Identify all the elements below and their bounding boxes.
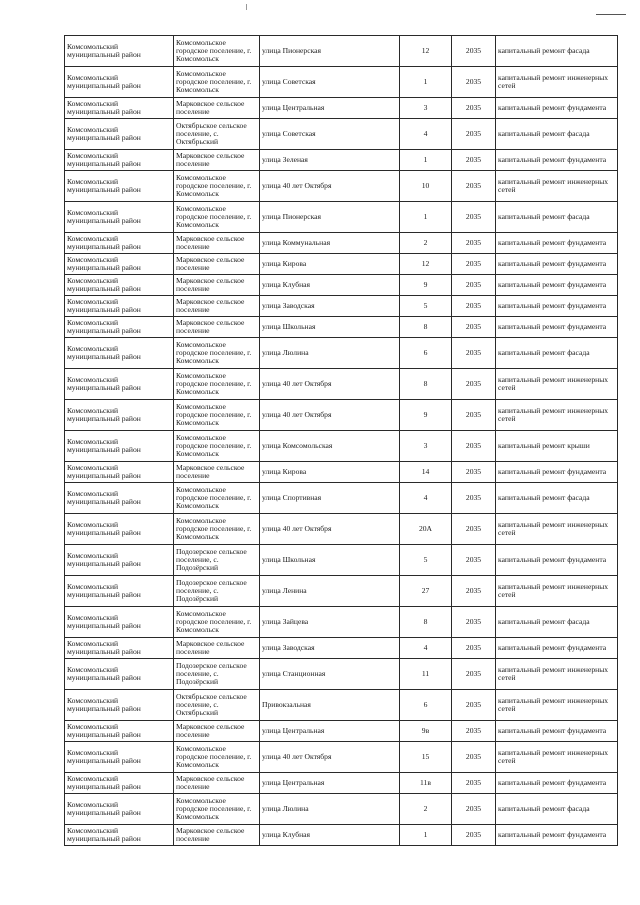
settlement-cell: Октябрьское сельское поселение, с. Октябрьский — [174, 690, 260, 721]
table-row — [65, 431, 618, 462]
work-type-cell: капитальный ремонт фундамента — [496, 233, 618, 254]
house-number-cell: 4 — [400, 638, 452, 659]
house-number-cell: 9 — [400, 275, 452, 296]
work-type-cell: капитальный ремонт фундамента — [496, 825, 618, 846]
table-row — [65, 275, 618, 296]
house-number-cell: 8 — [400, 317, 452, 338]
table-row — [65, 638, 618, 659]
work-type-cell: капитальный ремонт фасада — [496, 794, 618, 825]
street-cell: улица Спортивная — [260, 483, 400, 514]
year-cell: 2035 — [452, 67, 496, 98]
district-cell: Комсомольский муниципальный район — [65, 369, 174, 400]
street-cell: улица Ленина — [260, 576, 400, 607]
district-cell: Комсомольский муниципальный район — [65, 119, 174, 150]
district-cell: Комсомольский муниципальный район — [65, 275, 174, 296]
table-row — [65, 825, 618, 846]
street-cell: улица Заводская — [260, 638, 400, 659]
house-number-cell: 27 — [400, 576, 452, 607]
work-type-cell: капитальный ремонт инженерных сетей — [496, 742, 618, 773]
house-number-cell: 1 — [400, 150, 452, 171]
year-cell: 2035 — [452, 171, 496, 202]
work-type-cell: капитальный ремонт инженерных сетей — [496, 690, 618, 721]
district-cell: Комсомольский муниципальный район — [65, 773, 174, 794]
work-type-cell: капитальный ремонт фундамента — [496, 773, 618, 794]
work-type-cell: капитальный ремонт фундамента — [496, 254, 618, 275]
house-number-cell: 11 — [400, 659, 452, 690]
district-cell: Комсомольский муниципальный район — [65, 483, 174, 514]
house-number-cell: 10 — [400, 171, 452, 202]
street-cell: улица Школьная — [260, 545, 400, 576]
table-row — [65, 721, 618, 742]
settlement-cell: Марковское сельское поселение — [174, 638, 260, 659]
district-cell: Комсомольский муниципальный район — [65, 400, 174, 431]
street-cell: улица Зеленая — [260, 150, 400, 171]
repair-schedule-table — [64, 35, 618, 846]
house-number-cell: 12 — [400, 254, 452, 275]
settlement-cell: Марковское сельское поселение — [174, 462, 260, 483]
house-number-cell: 8 — [400, 607, 452, 638]
street-cell: улица Комсомольская — [260, 431, 400, 462]
house-number-cell: 4 — [400, 119, 452, 150]
settlement-cell: Комсомольское городское поселение, г. Комсомольск — [174, 202, 260, 233]
settlement-cell: Марковское сельское поселение — [174, 773, 260, 794]
house-number-cell: 9в — [400, 721, 452, 742]
settlement-cell: Марковское сельское поселение — [174, 721, 260, 742]
settlement-cell: Комсомольское городское поселение, г. Комсомольск — [174, 794, 260, 825]
settlement-cell: Комсомольское городское поселение, г. Комсомольск — [174, 36, 260, 67]
settlement-cell: Комсомольское городское поселение, г. Комсомольск — [174, 514, 260, 545]
settlement-cell: Подозерское сельское поселение, с. Подозёрский — [174, 576, 260, 607]
district-cell: Комсомольский муниципальный район — [65, 254, 174, 275]
district-cell: Комсомольский муниципальный район — [65, 171, 174, 202]
district-cell: Комсомольский муниципальный район — [65, 233, 174, 254]
year-cell: 2035 — [452, 462, 496, 483]
work-type-cell: капитальный ремонт фундамента — [496, 98, 618, 119]
street-cell: улица Советская — [260, 119, 400, 150]
year-cell: 2035 — [452, 721, 496, 742]
scan-artifact-line — [246, 4, 247, 10]
work-type-cell: капитальный ремонт фундамента — [496, 317, 618, 338]
settlement-cell: Комсомольское городское поселение, г. Комсомольск — [174, 369, 260, 400]
work-type-cell: капитальный ремонт фундамента — [496, 275, 618, 296]
year-cell: 2035 — [452, 576, 496, 607]
street-cell: улица Клубная — [260, 275, 400, 296]
table-row — [65, 483, 618, 514]
year-cell: 2035 — [452, 150, 496, 171]
work-type-cell: капитальный ремонт инженерных сетей — [496, 67, 618, 98]
scan-artifact-line — [596, 14, 626, 15]
year-cell: 2035 — [452, 483, 496, 514]
street-cell: улица Пионерская — [260, 202, 400, 233]
year-cell: 2035 — [452, 607, 496, 638]
year-cell: 2035 — [452, 742, 496, 773]
district-cell: Комсомольский муниципальный район — [65, 638, 174, 659]
district-cell: Комсомольский муниципальный район — [65, 67, 174, 98]
work-type-cell: капитальный ремонт фундамента — [496, 545, 618, 576]
district-cell: Комсомольский муниципальный район — [65, 659, 174, 690]
year-cell: 2035 — [452, 400, 496, 431]
street-cell: улица Клубная — [260, 825, 400, 846]
work-type-cell: капитальный ремонт инженерных сетей — [496, 514, 618, 545]
year-cell: 2035 — [452, 317, 496, 338]
district-cell: Комсомольский муниципальный район — [65, 825, 174, 846]
table-row — [65, 67, 618, 98]
street-cell: улица 40 лет Октября — [260, 369, 400, 400]
table-row — [65, 296, 618, 317]
year-cell: 2035 — [452, 825, 496, 846]
house-number-cell: 4 — [400, 483, 452, 514]
house-number-cell: 6 — [400, 690, 452, 721]
work-type-cell: капитальный ремонт фундамента — [496, 721, 618, 742]
district-cell: Комсомольский муниципальный район — [65, 742, 174, 773]
work-type-cell: капитальный ремонт фасада — [496, 119, 618, 150]
settlement-cell: Комсомольское городское поселение, г. Комсомольск — [174, 67, 260, 98]
house-number-cell: 9 — [400, 400, 452, 431]
settlement-cell: Комсомольское городское поселение, г. Комсомольск — [174, 483, 260, 514]
table-row — [65, 36, 618, 67]
street-cell: улица Зайцева — [260, 607, 400, 638]
table-row — [65, 369, 618, 400]
district-cell: Комсомольский муниципальный район — [65, 514, 174, 545]
work-type-cell: капитальный ремонт фасада — [496, 607, 618, 638]
table-row — [65, 338, 618, 369]
street-cell: улица Люлина — [260, 338, 400, 369]
street-cell: улица Центральная — [260, 773, 400, 794]
street-cell: улица Коммунальная — [260, 233, 400, 254]
settlement-cell: Комсомольское городское поселение, г. Комсомольск — [174, 742, 260, 773]
street-cell: улица Школьная — [260, 317, 400, 338]
house-number-cell: 2 — [400, 794, 452, 825]
table-row — [65, 150, 618, 171]
street-cell: улица Центральная — [260, 721, 400, 742]
work-type-cell: капитальный ремонт фундамента — [496, 462, 618, 483]
street-cell: улица Центральная — [260, 98, 400, 119]
settlement-cell: Марковское сельское поселение — [174, 254, 260, 275]
work-type-cell: капитальный ремонт инженерных сетей — [496, 400, 618, 431]
street-cell: улица Станционная — [260, 659, 400, 690]
street-cell: улица 40 лет Октября — [260, 400, 400, 431]
street-cell: улица Заводская — [260, 296, 400, 317]
table-row — [65, 794, 618, 825]
house-number-cell: 8 — [400, 369, 452, 400]
house-number-cell: 2 — [400, 233, 452, 254]
settlement-cell: Марковское сельское поселение — [174, 296, 260, 317]
work-type-cell: капитальный ремонт фасада — [496, 36, 618, 67]
district-cell: Комсомольский муниципальный район — [65, 721, 174, 742]
table-row — [65, 98, 618, 119]
table-row — [65, 202, 618, 233]
street-cell: улица Советская — [260, 67, 400, 98]
table-row — [65, 742, 618, 773]
street-cell: улица Кирова — [260, 254, 400, 275]
year-cell: 2035 — [452, 202, 496, 233]
settlement-cell: Подозерское сельское поселение, с. Подозёрский — [174, 545, 260, 576]
settlement-cell: Комсомольское городское поселение, г. Комсомольск — [174, 607, 260, 638]
district-cell: Комсомольский муниципальный район — [65, 338, 174, 369]
street-cell: улица 40 лет Октября — [260, 171, 400, 202]
year-cell: 2035 — [452, 254, 496, 275]
house-number-cell: 1 — [400, 825, 452, 846]
district-cell: Комсомольский муниципальный район — [65, 690, 174, 721]
year-cell: 2035 — [452, 98, 496, 119]
street-cell: Привокзальная — [260, 690, 400, 721]
district-cell: Комсомольский муниципальный район — [65, 576, 174, 607]
house-number-cell: 12 — [400, 36, 452, 67]
table-row — [65, 576, 618, 607]
year-cell: 2035 — [452, 275, 496, 296]
district-cell: Комсомольский муниципальный район — [65, 296, 174, 317]
work-type-cell: капитальный ремонт фундамента — [496, 296, 618, 317]
settlement-cell: Марковское сельское поселение — [174, 150, 260, 171]
settlement-cell: Подозерское сельское поселение, с. Подозёрский — [174, 659, 260, 690]
house-number-cell: 1 — [400, 202, 452, 233]
year-cell: 2035 — [452, 638, 496, 659]
table-row — [65, 607, 618, 638]
district-cell: Комсомольский муниципальный район — [65, 317, 174, 338]
district-cell: Комсомольский муниципальный район — [65, 462, 174, 483]
work-type-cell: капитальный ремонт инженерных сетей — [496, 576, 618, 607]
year-cell: 2035 — [452, 431, 496, 462]
work-type-cell: капитальный ремонт инженерных сетей — [496, 659, 618, 690]
year-cell: 2035 — [452, 338, 496, 369]
house-number-cell: 14 — [400, 462, 452, 483]
work-type-cell: капитальный ремонт крыши — [496, 431, 618, 462]
year-cell: 2035 — [452, 690, 496, 721]
settlement-cell: Октябрьское сельское поселение, с. Октябрьский — [174, 119, 260, 150]
work-type-cell: капитальный ремонт инженерных сетей — [496, 369, 618, 400]
district-cell: Комсомольский муниципальный район — [65, 98, 174, 119]
settlement-cell: Комсомольское городское поселение, г. Комсомольск — [174, 400, 260, 431]
year-cell: 2035 — [452, 369, 496, 400]
settlement-cell: Комсомольское городское поселение, г. Комсомольск — [174, 431, 260, 462]
table-row — [65, 462, 618, 483]
work-type-cell: капитальный ремонт фасада — [496, 338, 618, 369]
year-cell: 2035 — [452, 773, 496, 794]
work-type-cell: капитальный ремонт фундамента — [496, 150, 618, 171]
year-cell: 2035 — [452, 659, 496, 690]
table-body — [65, 36, 618, 846]
table-row — [65, 317, 618, 338]
settlement-cell: Комсомольское городское поселение, г. Комсомольск — [174, 171, 260, 202]
house-number-cell: 3 — [400, 98, 452, 119]
settlement-cell: Марковское сельское поселение — [174, 317, 260, 338]
table-row — [65, 254, 618, 275]
table-row — [65, 400, 618, 431]
work-type-cell: капитальный ремонт фасада — [496, 202, 618, 233]
table-row — [65, 514, 618, 545]
district-cell: Комсомольский муниципальный район — [65, 607, 174, 638]
table-row — [65, 690, 618, 721]
year-cell: 2035 — [452, 514, 496, 545]
house-number-cell: 3 — [400, 431, 452, 462]
year-cell: 2035 — [452, 296, 496, 317]
street-cell: улица Люлина — [260, 794, 400, 825]
street-cell: улица 40 лет Октября — [260, 514, 400, 545]
table-row — [65, 773, 618, 794]
settlement-cell: Марковское сельское поселение — [174, 98, 260, 119]
work-type-cell: капитальный ремонт фасада — [496, 483, 618, 514]
work-type-cell: капитальный ремонт фундамента — [496, 638, 618, 659]
house-number-cell: 11в — [400, 773, 452, 794]
year-cell: 2035 — [452, 545, 496, 576]
house-number-cell: 5 — [400, 296, 452, 317]
street-cell: улица 40 лет Октября — [260, 742, 400, 773]
district-cell: Комсомольский муниципальный район — [65, 545, 174, 576]
district-cell: Комсомольский муниципальный район — [65, 150, 174, 171]
district-cell: Комсомольский муниципальный район — [65, 202, 174, 233]
table-row — [65, 171, 618, 202]
table-row — [65, 659, 618, 690]
street-cell: улица Кирова — [260, 462, 400, 483]
year-cell: 2035 — [452, 233, 496, 254]
settlement-cell: Марковское сельское поселение — [174, 233, 260, 254]
year-cell: 2035 — [452, 36, 496, 67]
table-row — [65, 119, 618, 150]
settlement-cell: Марковское сельское поселение — [174, 825, 260, 846]
table-row — [65, 545, 618, 576]
district-cell: Комсомольский муниципальный район — [65, 36, 174, 67]
district-cell: Комсомольский муниципальный район — [65, 431, 174, 462]
year-cell: 2035 — [452, 794, 496, 825]
house-number-cell: 20А — [400, 514, 452, 545]
district-cell: Комсомольский муниципальный район — [65, 794, 174, 825]
year-cell: 2035 — [452, 119, 496, 150]
table-row — [65, 233, 618, 254]
house-number-cell: 15 — [400, 742, 452, 773]
work-type-cell: капитальный ремонт инженерных сетей — [496, 171, 618, 202]
house-number-cell: 6 — [400, 338, 452, 369]
house-number-cell: 5 — [400, 545, 452, 576]
settlement-cell: Марковское сельское поселение — [174, 275, 260, 296]
settlement-cell: Комсомольское городское поселение, г. Комсомольск — [174, 338, 260, 369]
house-number-cell: 1 — [400, 67, 452, 98]
street-cell: улица Пионерская — [260, 36, 400, 67]
